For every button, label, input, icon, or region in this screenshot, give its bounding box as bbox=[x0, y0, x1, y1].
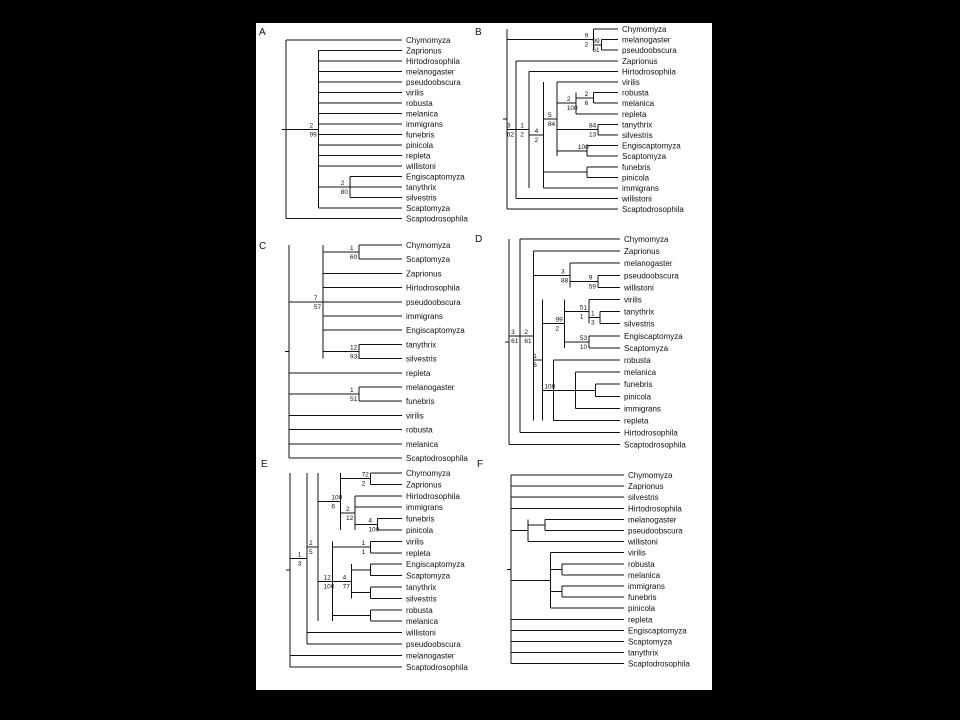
taxon-label: tanythrix bbox=[406, 583, 437, 592]
taxon-label: melanica bbox=[406, 109, 439, 119]
support-value: 2 bbox=[584, 41, 589, 49]
support-value: 2 bbox=[340, 180, 345, 187]
support-value: 1 bbox=[350, 387, 354, 395]
taxon-label: melanica bbox=[628, 570, 661, 580]
taxon-label: pinicola bbox=[406, 141, 434, 150]
support-value: 53 bbox=[579, 334, 588, 342]
support-value: 99 bbox=[555, 316, 563, 324]
panel-letter: F bbox=[477, 459, 484, 470]
taxon-label: Zaprionus bbox=[406, 480, 442, 490]
taxon-label: Chymomyza bbox=[628, 471, 673, 480]
taxon-label: Engiscaptomyza bbox=[406, 560, 465, 570]
support-value: 77 bbox=[342, 583, 350, 591]
taxon-label: Hirtodrosophila bbox=[622, 67, 676, 77]
taxon-label: melanica bbox=[622, 99, 655, 109]
support-value: 61 bbox=[511, 337, 519, 345]
taxon-label: pinicola bbox=[624, 392, 652, 402]
support-value: 2 bbox=[555, 325, 560, 333]
panel-letter: B bbox=[475, 27, 482, 38]
taxon-label: Scaptodrosophila bbox=[406, 662, 468, 672]
taxon-label: funebris bbox=[406, 397, 435, 407]
taxon-label: silvestris bbox=[624, 319, 655, 329]
support-value: 1 bbox=[533, 353, 537, 360]
support-value: 5 bbox=[309, 549, 313, 557]
taxon-label: Scaptomyza bbox=[628, 637, 673, 647]
support-value: 1 bbox=[591, 310, 595, 318]
taxon-label: melanogaster bbox=[624, 259, 673, 269]
taxon-label: Engiscaptomyza bbox=[622, 141, 681, 151]
taxon-label: Zaprionus bbox=[406, 46, 442, 56]
support-value: 7 bbox=[313, 294, 318, 302]
taxon-label: pinicola bbox=[622, 173, 650, 183]
support-value: 3 bbox=[297, 560, 302, 568]
taxon-label: robusta bbox=[406, 425, 433, 435]
taxon-label: funebris bbox=[628, 593, 657, 603]
support-value: 60 bbox=[350, 254, 358, 262]
taxon-label: willistoni bbox=[628, 537, 658, 547]
taxon-label: immigrans bbox=[406, 503, 443, 513]
taxon-label: immigrans bbox=[622, 184, 659, 193]
taxon-label: silvestris bbox=[628, 493, 659, 503]
taxon-label: Zaprionus bbox=[628, 482, 664, 492]
taxon-label: Scaptodrosophila bbox=[406, 454, 468, 463]
support-value: 80 bbox=[340, 189, 349, 196]
taxon-label: Scaptodrosophila bbox=[624, 440, 686, 450]
taxon-label: virilis bbox=[406, 411, 424, 421]
support-value: 100 bbox=[544, 383, 556, 391]
taxon-label: virilis bbox=[628, 548, 646, 558]
support-value: 12 bbox=[323, 574, 331, 582]
support-value: 2 bbox=[309, 540, 313, 548]
taxon-label: immigrans bbox=[406, 312, 443, 321]
support-value: 2 bbox=[534, 137, 539, 144]
support-value: 59 bbox=[588, 283, 597, 291]
taxon-label: virilis bbox=[406, 88, 424, 98]
taxon-label: Hirtodrosophila bbox=[624, 428, 678, 438]
support-value: 4 bbox=[368, 517, 372, 525]
taxon-label: funebris bbox=[624, 380, 653, 390]
panel-letter: D bbox=[475, 234, 483, 245]
taxon-label: Engiscaptomyza bbox=[628, 626, 687, 636]
taxon-label: silvestris bbox=[406, 594, 437, 604]
taxon-label: funebris bbox=[406, 130, 435, 140]
support-value: 4 bbox=[534, 128, 539, 135]
taxon-label: silvestris bbox=[406, 354, 437, 364]
support-value: 99 bbox=[592, 37, 600, 45]
support-value: 6 bbox=[331, 503, 336, 511]
support-value: 93 bbox=[350, 353, 358, 361]
support-value: 99 bbox=[309, 131, 317, 139]
taxon-label: repleta bbox=[624, 416, 649, 426]
taxon-label: melanica bbox=[406, 439, 439, 449]
support-value: 1 bbox=[579, 313, 584, 321]
support-value: 9 bbox=[584, 32, 589, 40]
taxon-label: Scaptodrosophila bbox=[406, 214, 468, 224]
taxon-label: melanica bbox=[406, 617, 439, 627]
support-value: 51 bbox=[579, 304, 588, 312]
support-value: 10 bbox=[579, 343, 588, 351]
taxon-label: willistoni bbox=[624, 283, 654, 293]
support-value: 84 bbox=[589, 122, 597, 130]
support-value: 1 bbox=[361, 549, 366, 557]
taxon-label: repleta bbox=[628, 615, 653, 625]
taxon-label: Engiscaptomyza bbox=[406, 326, 465, 336]
support-value: 62 bbox=[506, 131, 515, 139]
support-value: 2 bbox=[309, 122, 314, 130]
support-value: 1 bbox=[350, 245, 354, 253]
taxon-label: Zaprionus bbox=[622, 56, 658, 66]
taxon-label: melanogaster bbox=[628, 515, 677, 525]
taxon-label: Chymomyza bbox=[622, 25, 667, 34]
taxon-label: melanogaster bbox=[622, 35, 671, 45]
panel-letter: C bbox=[259, 241, 267, 252]
taxon-label: Scaptomyza bbox=[406, 204, 451, 213]
taxon-label: melanica bbox=[624, 368, 657, 378]
support-value: 3 bbox=[511, 328, 515, 336]
support-value: 9 bbox=[588, 274, 593, 282]
taxon-label: pinicola bbox=[406, 526, 434, 535]
taxon-label: Scaptomyza bbox=[406, 571, 451, 581]
taxon-label: willistoni bbox=[622, 194, 652, 204]
support-value: 2 bbox=[520, 131, 524, 139]
taxon-label: silvestris bbox=[622, 131, 653, 140]
taxon-label: Zaprionus bbox=[624, 247, 660, 257]
taxon-label: robusta bbox=[624, 356, 651, 365]
taxon-label: Hirtodrosophila bbox=[406, 491, 460, 501]
taxon-label: pseudoobscura bbox=[624, 271, 679, 281]
taxon-label: Chymomyza bbox=[406, 469, 451, 478]
taxon-label: robusta bbox=[622, 88, 649, 98]
taxon-label: Chymomyza bbox=[624, 235, 669, 244]
taxon-label: robusta bbox=[406, 99, 433, 108]
taxon-label: Hirtodrosophila bbox=[406, 57, 460, 66]
taxon-label: funebris bbox=[622, 162, 651, 172]
support-value: 100 bbox=[368, 526, 380, 534]
support-value: 13 bbox=[589, 131, 597, 139]
support-value: 61 bbox=[592, 46, 600, 54]
panel-letter: E bbox=[261, 459, 268, 470]
taxon-label: melanogaster bbox=[406, 651, 455, 661]
support-value: 5 bbox=[547, 112, 552, 120]
taxon-label: Hirtodrosophila bbox=[406, 283, 460, 293]
support-value: 2 bbox=[345, 505, 350, 513]
taxon-label: Scaptomyza bbox=[624, 343, 669, 353]
support-value: 72 bbox=[361, 471, 369, 479]
taxon-label: robusta bbox=[628, 559, 655, 569]
support-value: 3 bbox=[561, 268, 565, 276]
taxon-label: pseudoobscura bbox=[406, 297, 461, 307]
taxon-label: tanythrix bbox=[624, 307, 655, 317]
taxon-label: tanythrix bbox=[622, 120, 653, 130]
taxon-label: Engiscaptomyza bbox=[624, 331, 683, 341]
support-value: 84 bbox=[547, 121, 556, 129]
support-value: 2 bbox=[566, 96, 571, 104]
support-value: 1 bbox=[361, 540, 366, 548]
taxon-label: virilis bbox=[406, 537, 424, 547]
taxon-label: Scaptodrosophila bbox=[622, 205, 684, 215]
support-value: 3 bbox=[506, 122, 511, 130]
taxon-label: immigrans bbox=[406, 120, 443, 129]
support-value: 6 bbox=[584, 99, 589, 107]
taxon-label: Zaprionus bbox=[406, 269, 442, 279]
taxon-label: repleta bbox=[406, 151, 431, 161]
taxon-label: melanogaster bbox=[406, 383, 455, 392]
taxon-label: Chymomyza bbox=[406, 241, 451, 250]
taxon-label: tanythrix bbox=[406, 183, 437, 192]
taxon-label: virilis bbox=[624, 295, 642, 305]
taxon-label: pseudoobscura bbox=[628, 526, 683, 536]
taxon-label: repleta bbox=[622, 109, 647, 119]
support-value: 4 bbox=[342, 574, 347, 582]
support-value: 2 bbox=[584, 90, 589, 98]
taxon-label: pseudoobscura bbox=[406, 78, 461, 87]
taxon-label: melanogaster bbox=[406, 67, 455, 77]
phylogeny-figure bbox=[256, 23, 712, 690]
support-value: 57 bbox=[313, 303, 322, 311]
taxon-label: willistoni bbox=[406, 628, 436, 638]
taxon-label: pseudoobscura bbox=[406, 640, 461, 649]
support-value: 3 bbox=[591, 319, 595, 327]
taxon-label: virilis bbox=[622, 78, 640, 87]
taxon-label: Chymomyza bbox=[406, 36, 451, 45]
taxon-label: Scaptomyza bbox=[406, 255, 451, 265]
taxon-label: repleta bbox=[406, 368, 431, 378]
taxon-label: pseudoobscura bbox=[622, 46, 677, 56]
support-value: 61 bbox=[524, 337, 532, 345]
support-value: 51 bbox=[350, 396, 358, 404]
taxon-label: silvestris bbox=[406, 193, 437, 203]
taxon-label: immigrans bbox=[624, 404, 661, 414]
taxon-label: Scaptomyza bbox=[622, 152, 667, 162]
taxon-label: funebris bbox=[406, 514, 435, 524]
taxon-label: tanythrix bbox=[628, 648, 659, 658]
support-value: 100 bbox=[577, 143, 589, 151]
support-value: 1 bbox=[297, 551, 302, 559]
support-value: 6 bbox=[533, 362, 537, 369]
taxon-label: Hirtodrosophila bbox=[628, 504, 682, 514]
support-value: 2 bbox=[361, 480, 366, 488]
phylogenetic-trees bbox=[256, 23, 712, 690]
support-value: 1 bbox=[520, 122, 524, 130]
taxon-label: immigrans bbox=[628, 582, 665, 591]
support-value: 100 bbox=[566, 105, 578, 113]
taxon-label: Engiscaptomyza bbox=[406, 172, 465, 182]
taxon-label: robusta bbox=[406, 605, 433, 615]
taxon-label: pinicola bbox=[628, 604, 656, 614]
support-value: 12 bbox=[350, 344, 358, 352]
taxon-label: willistoni bbox=[406, 162, 436, 171]
panel-letter: A bbox=[259, 27, 266, 38]
support-value: 100 bbox=[323, 583, 335, 591]
support-value: 88 bbox=[561, 277, 569, 285]
taxon-label: tanythrix bbox=[406, 340, 437, 350]
support-value: 100 bbox=[331, 494, 343, 502]
taxon-label: repleta bbox=[406, 548, 431, 558]
support-value: 2 bbox=[524, 328, 529, 336]
taxon-label: Scaptodrosophila bbox=[628, 659, 690, 669]
support-value: 12 bbox=[345, 514, 354, 522]
